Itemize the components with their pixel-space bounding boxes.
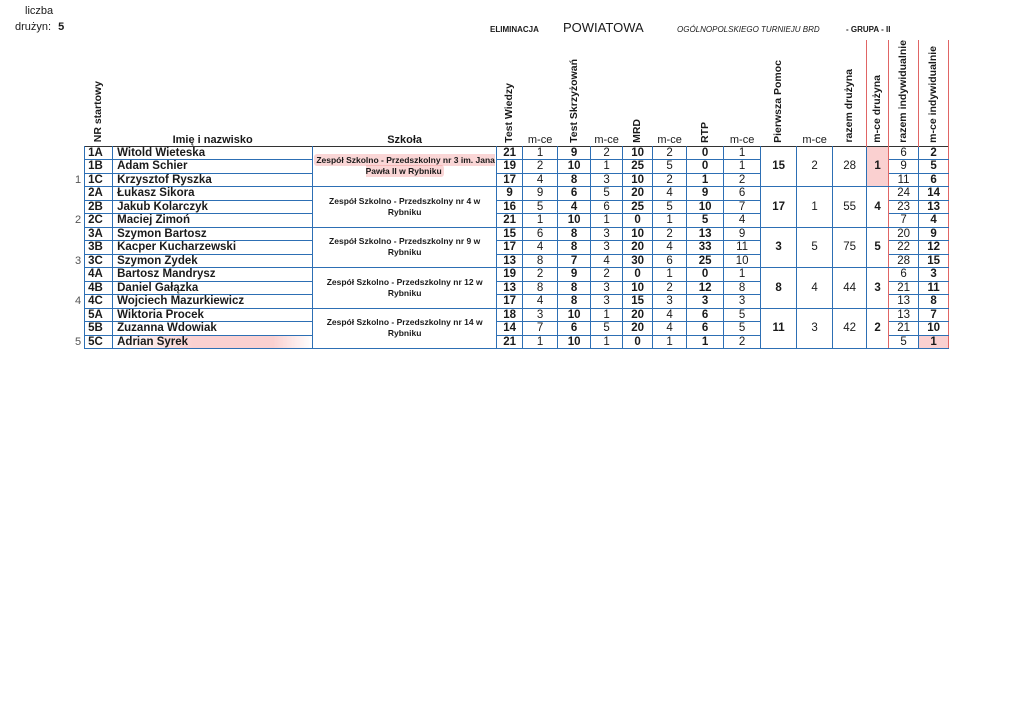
team-number [75, 281, 85, 295]
mrd-score: 20 [623, 308, 653, 322]
test-score: 18 [497, 308, 523, 322]
test-place: 6 [523, 227, 558, 241]
test-score: 9 [497, 187, 523, 201]
school-name: Zespół Szkolno - Przedszkolny nr 3 im. Jana Pawła II w Rybniku [313, 146, 497, 187]
col-rtp-place: m-ce [729, 133, 755, 146]
crossroads-score: 8 [558, 173, 591, 187]
participant-name: Zuzanna Wdowiak [113, 322, 313, 336]
mrd-place: 5 [653, 160, 687, 174]
team-number [75, 146, 85, 160]
individual-place: 10 [919, 322, 949, 336]
first-aid-score: 17 [761, 187, 797, 228]
rtp-place: 2 [724, 173, 761, 187]
mrd-score: 10 [623, 146, 653, 160]
test-score: 13 [497, 281, 523, 295]
individual-total: 6 [889, 146, 919, 160]
test-place: 8 [523, 281, 558, 295]
participant-name: Witold Wieteska [113, 146, 313, 160]
rtp-place: 2 [724, 335, 761, 349]
participant-name: Jakub Kolarczyk [113, 200, 313, 214]
individual-place: 7 [919, 308, 949, 322]
start-code: 2C [85, 214, 113, 228]
team-total: 28 [833, 146, 867, 187]
team-number: 4 [75, 295, 82, 308]
mrd-score: 10 [623, 227, 653, 241]
col-school: Szkoła [387, 133, 423, 146]
start-code: 2A [85, 187, 113, 201]
team-number [75, 322, 85, 336]
col-mrd-place: m-ce [657, 133, 682, 146]
crossroads-place: 3 [591, 295, 623, 309]
first-aid-place: 5 [797, 227, 833, 268]
start-code: 5B [85, 322, 113, 336]
start-code: 4C [85, 295, 113, 309]
rtp-score: 0 [687, 160, 724, 174]
school-name: Zespół Szkolno - Przedszkolny nr 9 w Rybniku [313, 227, 497, 268]
individual-total: 6 [889, 268, 919, 282]
rtp-place: 6 [724, 187, 761, 201]
individual-total: 23 [889, 200, 919, 214]
mrd-place: 4 [653, 308, 687, 322]
test-score: 21 [497, 335, 523, 349]
rtp-place: 9 [724, 227, 761, 241]
first-aid-score: 15 [761, 146, 797, 187]
mrd-place: 6 [653, 254, 687, 268]
mrd-score: 30 [623, 254, 653, 268]
rtp-score: 13 [687, 227, 724, 241]
teams-count-label [15, 21, 64, 34]
team-number [75, 268, 85, 282]
first-aid-place: 3 [797, 308, 833, 349]
start-code: 5C [85, 335, 113, 349]
individual-total: 9 [889, 160, 919, 174]
rtp-score: 33 [687, 241, 724, 255]
crossroads-score: 10 [558, 214, 591, 228]
col-mrd: MRD [631, 118, 644, 143]
participant-name: Krzysztof Ryszka [113, 173, 313, 187]
mrd-place: 3 [653, 295, 687, 309]
start-code: 4B [85, 281, 113, 295]
individual-place: 3 [919, 268, 949, 282]
participant-name: Adrian Syrek [113, 335, 313, 349]
rtp-score: 6 [687, 322, 724, 336]
school-name: Zespół Szkolno - Przedszkolny nr 12 w Rybniku [313, 268, 497, 309]
individual-total: 21 [889, 281, 919, 295]
participant-name: Kacper Kucharzewski [113, 241, 313, 255]
participant-name: Szymon Zydek [113, 254, 313, 268]
individual-place: 9 [919, 227, 949, 241]
school-name: Zespół Szkolno - Przedszkolny nr 14 w Rybniku [313, 308, 497, 349]
team-number: 1 [75, 173, 82, 186]
mrd-place: 2 [653, 173, 687, 187]
test-place: 1 [523, 335, 558, 349]
individual-place: 2 [919, 146, 949, 160]
team-place: 4 [867, 187, 889, 228]
individual-total: 5 [889, 335, 919, 349]
results-table [75, 40, 949, 349]
mrd-place: 1 [653, 335, 687, 349]
crossroads-place: 3 [591, 241, 623, 255]
rtp-place: 11 [724, 241, 761, 255]
test-score: 17 [497, 295, 523, 309]
individual-total: 7 [889, 214, 919, 228]
mrd-score: 10 [623, 281, 653, 295]
header-row [75, 40, 949, 146]
team-number: 5 [75, 335, 82, 348]
crossroads-place: 2 [591, 146, 623, 160]
participant-name: Adam Schier [113, 160, 313, 174]
crossroads-place: 2 [591, 268, 623, 282]
team-number [75, 187, 85, 201]
col-ind-place: m-ce indywidualnie [919, 40, 949, 146]
crossroads-place: 1 [591, 335, 623, 349]
test-place: 4 [523, 241, 558, 255]
test-score: 19 [497, 160, 523, 174]
team-number [75, 308, 85, 322]
test-place: 4 [523, 295, 558, 309]
test-place: 1 [523, 214, 558, 228]
mrd-place: 2 [653, 227, 687, 241]
col-test-place: m-ce [527, 133, 553, 146]
crossroads-score: 8 [558, 281, 591, 295]
crossroads-place: 5 [591, 187, 623, 201]
individual-total: 21 [889, 322, 919, 336]
test-place: 2 [523, 160, 558, 174]
rtp-score: 12 [687, 281, 724, 295]
test-place: 8 [523, 254, 558, 268]
col-name: Imię i nazwisko [172, 133, 253, 146]
participant-name: Wojciech Mazurkiewicz [113, 295, 313, 309]
first-aid-score: 3 [761, 227, 797, 268]
mrd-place: 4 [653, 241, 687, 255]
test-place: 4 [523, 173, 558, 187]
header-eliminacja: ELIMINACJA [490, 25, 539, 34]
mrd-place: 2 [653, 146, 687, 160]
crossroads-score: 6 [558, 187, 591, 201]
mrd-place: 5 [653, 200, 687, 214]
mrd-score: 0 [623, 268, 653, 282]
team-total: 55 [833, 187, 867, 228]
test-score: 21 [497, 214, 523, 228]
rtp-place: 10 [724, 254, 761, 268]
mrd-place: 2 [653, 281, 687, 295]
teams-count-label-line1: liczba [25, 5, 54, 17]
team-place: 1 [867, 146, 889, 187]
header-group: - GRUPA - II [846, 25, 891, 34]
table-row [75, 268, 949, 282]
teams-count-label-line2: drużyn: [15, 21, 52, 33]
first-aid-place: 2 [797, 146, 833, 187]
col-cross: Test Skrzyżowań [567, 58, 580, 143]
mrd-score: 0 [623, 214, 653, 228]
team-place: 2 [867, 308, 889, 349]
team-number: 2 [75, 214, 82, 227]
test-score: 14 [497, 322, 523, 336]
crossroads-place: 3 [591, 281, 623, 295]
crossroads-score: 9 [558, 268, 591, 282]
individual-total: 28 [889, 254, 919, 268]
individual-place: 12 [919, 241, 949, 255]
crossroads-score: 10 [558, 335, 591, 349]
crossroads-score: 10 [558, 160, 591, 174]
start-code: 2B [85, 200, 113, 214]
rtp-score: 0 [687, 146, 724, 160]
test-place: 5 [523, 200, 558, 214]
participant-name: Wiktoria Procek [113, 308, 313, 322]
team-number [75, 241, 85, 255]
rtp-score: 5 [687, 214, 724, 228]
team-total: 42 [833, 308, 867, 349]
col-first-aid-place: m-ce [802, 133, 827, 146]
teams-count-value: 5 [58, 21, 65, 33]
rtp-place: 4 [724, 214, 761, 228]
individual-total: 11 [889, 173, 919, 187]
rtp-place: 5 [724, 322, 761, 336]
rtp-score: 3 [687, 295, 724, 309]
test-score: 17 [497, 173, 523, 187]
mrd-place: 1 [653, 214, 687, 228]
header-level: POWIATOWA [563, 20, 644, 35]
first-aid-place: 1 [797, 187, 833, 228]
col-ind-total: razem indywidualnie [897, 40, 910, 143]
team-number [75, 227, 85, 241]
first-aid-score: 11 [761, 308, 797, 349]
test-score: 16 [497, 200, 523, 214]
mrd-place: 1 [653, 268, 687, 282]
test-place: 1 [523, 146, 558, 160]
col-team-total: razem drużyna [842, 69, 855, 143]
rtp-place: 5 [724, 308, 761, 322]
participant-name: Szymon Bartosz [113, 227, 313, 241]
rtp-place: 8 [724, 281, 761, 295]
mrd-place: 4 [653, 187, 687, 201]
rtp-score: 1 [687, 173, 724, 187]
col-team-place: m-ce drużyna [867, 40, 889, 146]
team-total: 75 [833, 227, 867, 268]
crossroads-place: 3 [591, 173, 623, 187]
team-number [75, 200, 85, 214]
table-row [75, 146, 949, 160]
individual-place: 13 [919, 200, 949, 214]
team-total: 44 [833, 268, 867, 309]
col-team-num [75, 40, 85, 146]
mrd-score: 20 [623, 322, 653, 336]
test-place: 9 [523, 187, 558, 201]
team-place: 5 [867, 227, 889, 268]
individual-place: 15 [919, 254, 949, 268]
participant-name: Daniel Gałązka [113, 281, 313, 295]
col-test: Test Wiedzy [503, 82, 516, 143]
test-score: 15 [497, 227, 523, 241]
individual-place: 8 [919, 295, 949, 309]
crossroads-score: 7 [558, 254, 591, 268]
mrd-score: 10 [623, 173, 653, 187]
rtp-score: 9 [687, 187, 724, 201]
mrd-score: 25 [623, 200, 653, 214]
first-aid-place: 4 [797, 268, 833, 309]
individual-place: 1 [919, 335, 949, 349]
test-place: 2 [523, 268, 558, 282]
crossroads-score: 8 [558, 241, 591, 255]
test-score: 21 [497, 146, 523, 160]
rtp-score: 6 [687, 308, 724, 322]
rtp-place: 1 [724, 160, 761, 174]
individual-place: 14 [919, 187, 949, 201]
start-code: 1C [85, 173, 113, 187]
start-code: 5A [85, 308, 113, 322]
rtp-place: 3 [724, 295, 761, 309]
header-tournament: OGÓLNOPOLSKIEGO TURNIEJU BRD [677, 25, 820, 34]
start-code: 1B [85, 160, 113, 174]
crossroads-score: 10 [558, 308, 591, 322]
individual-place: 5 [919, 160, 949, 174]
mrd-score: 15 [623, 295, 653, 309]
individual-total: 22 [889, 241, 919, 255]
school-name: Zespół Szkolno - Przedszkolny nr 4 w Rybniku [313, 187, 497, 228]
col-rtp: RTP [698, 121, 711, 143]
team-place: 3 [867, 268, 889, 309]
mrd-place: 4 [653, 322, 687, 336]
mrd-score: 0 [623, 335, 653, 349]
rtp-place: 1 [724, 146, 761, 160]
individual-total: 13 [889, 308, 919, 322]
crossroads-place: 4 [591, 254, 623, 268]
crossroads-place: 1 [591, 308, 623, 322]
rtp-place: 7 [724, 200, 761, 214]
table-row [75, 187, 949, 201]
crossroads-place: 3 [591, 227, 623, 241]
participant-name: Maciej Zimoń [113, 214, 313, 228]
table-row [75, 227, 949, 241]
first-aid-score: 8 [761, 268, 797, 309]
crossroads-place: 5 [591, 322, 623, 336]
col-cross-place: m-ce [594, 133, 619, 146]
individual-place: 6 [919, 173, 949, 187]
start-code: 3A [85, 227, 113, 241]
test-place: 7 [523, 322, 558, 336]
rtp-place: 1 [724, 268, 761, 282]
rtp-score: 25 [687, 254, 724, 268]
participant-name: Bartosz Mandrysz [113, 268, 313, 282]
test-score: 19 [497, 268, 523, 282]
mrd-score: 25 [623, 160, 653, 174]
individual-place: 4 [919, 214, 949, 228]
test-place: 3 [523, 308, 558, 322]
rtp-score: 1 [687, 335, 724, 349]
participant-name: Łukasz Sikora [113, 187, 313, 201]
test-score: 13 [497, 254, 523, 268]
table-row [75, 308, 949, 322]
rtp-score: 0 [687, 268, 724, 282]
crossroads-score: 8 [558, 295, 591, 309]
col-nr: NR startowy [92, 81, 105, 143]
individual-total: 13 [889, 295, 919, 309]
team-number [75, 160, 85, 174]
crossroads-score: 6 [558, 322, 591, 336]
crossroads-score: 4 [558, 200, 591, 214]
individual-total: 20 [889, 227, 919, 241]
individual-place: 11 [919, 281, 949, 295]
rtp-score: 10 [687, 200, 724, 214]
mrd-score: 20 [623, 187, 653, 201]
col-first-aid: Pierwsza Pomoc [772, 59, 785, 143]
start-code: 1A [85, 146, 113, 160]
start-code: 4A [85, 268, 113, 282]
crossroads-place: 1 [591, 214, 623, 228]
start-code: 3C [85, 254, 113, 268]
mrd-score: 20 [623, 241, 653, 255]
start-code: 3B [85, 241, 113, 255]
results-body [75, 146, 949, 349]
crossroads-score: 8 [558, 227, 591, 241]
crossroads-place: 6 [591, 200, 623, 214]
test-score: 17 [497, 241, 523, 255]
team-number: 3 [75, 254, 82, 267]
crossroads-score: 9 [558, 146, 591, 160]
crossroads-place: 1 [591, 160, 623, 174]
individual-total: 24 [889, 187, 919, 201]
